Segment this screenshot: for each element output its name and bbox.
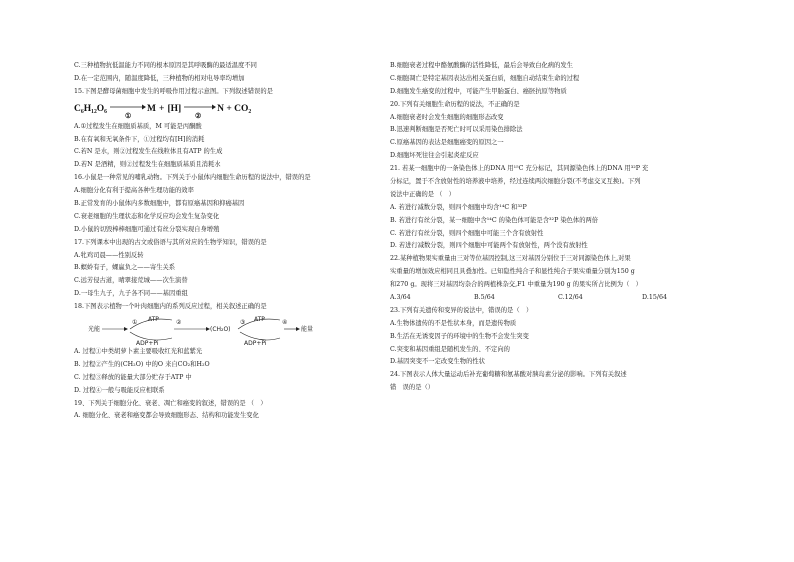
text-line: A.细胞衰老时会发生细胞的细胞形态改变: [390, 113, 504, 121]
right-text-block-a: [390, 60, 726, 292]
option-22-b: B.5/64: [474, 294, 495, 302]
text-line: B.生活在无诱变因子的环境中的生物不会发生突变: [390, 332, 529, 340]
text-line: 23.下列有关遗传和变异的说法中，错误的是（ ）: [390, 306, 533, 314]
text-line: C.衰老细胞的生理状态和化学反应均会发生复杂变化: [74, 212, 220, 220]
formula-glucose: C₆H₁₂O₆: [74, 104, 108, 115]
text-line: C. 若进行有丝分裂，则四个细胞中可能三个含有放射性: [390, 229, 544, 237]
formula-step1-label: ①: [125, 111, 132, 120]
respiration-formula: C₆H₁₂O₆ ① M + [H] ② N + CO₂: [74, 99, 392, 121]
text-line: C.原癌基因的表达是细胞癌变的原因之一: [390, 139, 504, 147]
text-line: B.正常发育的小鼠体内多数细胞中，都有原癌基因和抑癌基因: [74, 200, 245, 208]
text-line: B.螟蛉有子，蜾蠃负之——寄生关系: [74, 264, 176, 272]
option-22-d: D.15/64: [642, 294, 667, 302]
text-line: A. 细胞分化、衰老和癌变都会导致细胞形态、结构和功能发生变化: [74, 412, 259, 420]
text-line: D.若N 是酒精，则②过程发生在细胞质基质且消耗水: [74, 161, 221, 169]
text-line: 说法中正确的是 （ ）: [390, 190, 455, 198]
text-line: 15.下图是酵母菌细胞中发生的呼吸作用过程示意图。下列叙述错误的是: [74, 87, 273, 95]
text-line: D. 过程④一般与吸能反应相联系: [74, 386, 165, 394]
text-line: C.远芳侵古道，晴翠接荒城——次生演替: [74, 277, 188, 285]
text-line: C. 过程③释放的能量大部分贮存于ATP 中: [74, 373, 192, 381]
formula-m: M: [147, 104, 157, 115]
text-line: B. 若进行有丝分裂，某一细胞中含¹⁴C 的染色体可能是含³²P 染色体的两倍: [390, 216, 599, 224]
left-text-block-b: [74, 121, 392, 314]
diagram-s3: ③: [240, 319, 246, 327]
diagram-atp-1: ATP: [148, 316, 159, 324]
text-line: 19、下列关于细胞分化、衰老、凋亡和癌变的叙述，错误的是 （ ）: [74, 399, 267, 407]
text-line: D.一母生九子，九子各不同——基因重组: [74, 290, 188, 298]
text-line: 22.某种植物果实重量由三对等位基因控制,这三对基因分别位于三对同源染色体上,对果: [390, 255, 631, 263]
diagram-adp-2: ADP+Pi: [244, 340, 267, 347]
text-line: D.在一定范围内，随温度降低，三种植物的相对电导率均增加: [74, 74, 245, 82]
question-22-options: [390, 292, 726, 305]
text-line: C.突变和基因重组是随机发生的、不定向的: [390, 345, 510, 353]
text-line: D.细胞发生癌变的过程中，可能产生甲胎蛋白、癌胚抗原等物质: [390, 87, 567, 95]
diagram-atp-2: ATP: [254, 316, 265, 324]
text-line: A.牝鸡司晨——性别反转: [74, 251, 144, 259]
text-line: 和270 g。现将三对基因均杂合的两植株杂交,F1 中重量为190 g 的果实所占比例为（ ）: [390, 281, 642, 289]
text-line: 21. 若某一细胞中的一条染色体上的DNA 用¹⁵C 充分标记，其同源染色体上的DNA 用³²P 充: [390, 165, 649, 173]
diagram-ch2o: (CH₂O): [210, 326, 231, 334]
text-line: 16.小鼠是一种常见的哺乳动物。下列关于小鼠体内细胞生命历程的说法中，错误的是: [74, 174, 311, 182]
diagram-light-label: 光能: [88, 326, 101, 334]
text-line: C.细胞凋亡是特定基因表达出相关蛋白质，细胞自动结束生命的过程: [390, 74, 580, 82]
formula-h: [H]: [167, 104, 182, 115]
left-text-block-a: [74, 60, 392, 99]
text-line: B.迅速判断细胞是否死亡时可以采用染色排除法: [390, 126, 523, 134]
diagram-adp-1: ADP+Pi: [136, 340, 159, 347]
formula-step2-label: ②: [195, 111, 202, 120]
formula-products: N + CO₂: [217, 104, 252, 115]
text-line: A.生物体遗传的不是性状本身，而是遗传物质: [390, 319, 517, 327]
right-column: [390, 60, 726, 395]
left-column: [74, 60, 392, 423]
option-22-c: C.12/64: [558, 294, 583, 302]
text-line: C.三种植物抗低温能力不同的根本原因是其呼吸酶的最适温度不同: [74, 62, 257, 69]
text-line: B. 过程②产生的(CH₂O) 中的O 来自CO₂和H₂O: [74, 360, 210, 368]
reaction-diagram-svg: [88, 314, 318, 346]
text-line: B.在有氧和无氧条件下，①过程均有[H]的消耗: [74, 135, 205, 143]
text-line: 24.下图表示人体大量运动后补充葡萄糖和氨基酸对胰岛素分泌的影响。下列有关叙述: [390, 371, 627, 379]
diagram-s1: ①: [132, 319, 138, 327]
text-line: A. 若进行减数分裂，则四个细胞中均含¹⁴C 和³²P: [390, 203, 527, 211]
text-line: D. 若进行减数分裂，则四个细胞中可能两个有放射性，两个没有放射性: [390, 242, 588, 250]
text-line: D.细胞坏死往往会引起炎症反应: [390, 152, 479, 160]
text-line: D.基因突变不一定改变生物的性状: [390, 358, 485, 366]
text-line: A. 过程①中类胡萝卜素主要吸收红光和蓝紫光: [74, 348, 203, 356]
text-line: D.小鼠的切毁棒棒细胞可通过有丝分裂实现自身增殖: [74, 225, 220, 233]
text-line: 错 误的是（）: [390, 384, 435, 392]
diagram-s4: ④: [282, 319, 288, 327]
left-text-block-c: [74, 346, 392, 423]
text-line: 18.下图表示植物一个叶肉细胞内的系列反应过程，相关叙述正确的是: [74, 303, 267, 311]
diagram-energy-label: 能量: [301, 326, 314, 334]
text-line: 分标记，置于不含放射性的培养液中培养，经过连续两次细胞分裂(不考虑交叉互换)。下列: [390, 178, 641, 186]
option-22-a: A.3/64: [390, 294, 411, 302]
text-line: 17.下列课本中出现的古文或俗语与其所对应的生物学知识，错误的是: [74, 238, 267, 246]
leaf-cell-reaction-diagram: [74, 314, 392, 346]
diagram-s2: ②: [176, 319, 182, 327]
formula-arrow-1: [107, 99, 147, 121]
text-line: 20.下列有关细胞生命历程的说法，不正确的是: [390, 100, 520, 108]
right-text-block-b: [390, 305, 726, 395]
text-line: A.细胞分化有利于提高各种生理功能的效率: [74, 187, 194, 195]
text-line: C.若N 是水，则②过程发生在线粒体且有ATP 的生成: [74, 148, 223, 156]
formula-arrow-2: [181, 99, 217, 121]
text-line: 实重量的增加效应相同且具叠加性。已知隐性纯合子和显性纯合子果实重量分别为150 g: [390, 268, 635, 276]
text-line: B.细胞衰老过程中酪氨酸酶的活性降低，最后会导致白化病的发生: [390, 62, 573, 69]
text-line: A.①过程发生在细胞质基质，M 可能是丙酮酸: [74, 122, 202, 130]
